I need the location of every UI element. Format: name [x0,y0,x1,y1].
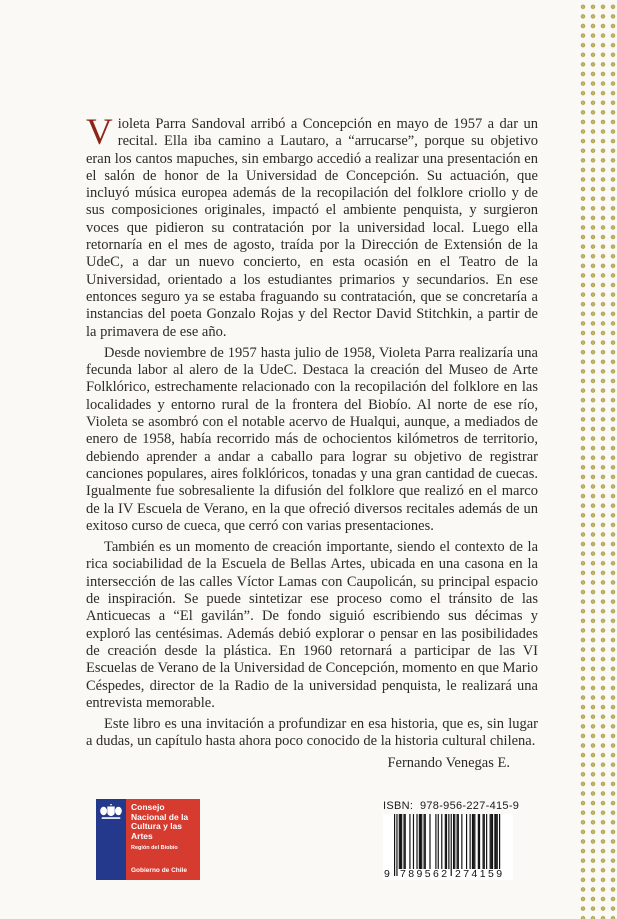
logo-red-panel [126,799,200,880]
paragraph-2: Desde noviembre de 1957 hasta julio de 1958, Violeta Parra realizaría una fecunda labor al alero de la UdeC. Destaca la creación del Museo de Arte Folklórico, estrechamente relacionado con la recopilación del folklore en las localidades y entorno rural de la frontera del Biobío. Al norte de ese río, Violeta se asombró con el notable acervo de Hualqui, aunque, a mediados de enero de 1958, había recorrido más de ochocientos kilómetros de territorio, debiendo aprender a andar a caballo para lograr su objetivo de registrar canciones populares, aires folklóricos, tonadas y una gran cantidad de cuecas. Igualmente fue sobresaliente la difusión del folklore que realizó en el marco de la IV Escuela de Verano, en la que ofreció diversos recitales además de un exitoso curso de cueca, que cerró con varias presentaciones. [86,344,538,534]
author-signature: Fernando Venegas E. [387,754,510,771]
paragraph-1-text: ioleta Parra Sandoval arribó a Concepción en mayo de 1957 a dar un recital. Ella iba camino a Lautaro, a “arrucarse”, porque su objetivo eran los cantos mapuches, sin embargo accedió a realizar una presentación en el salón de honor de la Universidad de Concepción. Su actuación, que incluyó música europea además de la recopilación del folklore criollo y de sus composiciones originales, impactó el ambiente penquista, y surgieron voces que pidieron su contratación por la universidad local. Luego ella retornaría en el mes de agosto, traída por la Dirección de Extensión de la UdeC, a dar un nuevo concierto, en esta ocasión en el Teatro de la Universidad, orientado a los estudiantes primarios y secundarios. En ese entonces seguro ya se estaba fraguando su contratación, que se concretaría a instancias del poeta Gonzalo Rojas y del Rector David Stitchkin, a partir de la primavera de ese año. [86,116,538,340]
logo-government-label: Gobierno de Chile [131,867,187,874]
back-cover-text [86,112,538,776]
culture-council-logo [96,799,200,880]
barcode-digit-first: 9 [384,868,390,880]
barcode-digits-left: 789562 [400,868,450,880]
isbn-label: ISBN: 978-956-227-415-9 [383,800,520,812]
ean13-barcode [383,814,513,880]
paragraph-4: Este libro es una invitación a profundizar en esa historia, que es, sin lugar a dudas, un capítulo hasta ahora poco conocido de la historia cultural chilena. [86,716,538,750]
isbn-block [383,800,520,880]
chile-coat-of-arms-icon [99,803,123,826]
barcode-digits-right: 274159 [455,868,505,880]
logo-region-label: Región del Biobío [131,845,178,851]
logo-blue-panel [96,799,126,880]
paragraph-3: También es un momento de creación importante, siendo el contexto de la rica sociabilidad de la Escuela de Bellas Artes, ubicada en una casona en la intersección de las calles Víctor Lamas con Caupolicán, su principal espacio de inspiración. Se puede sintetizar ese proceso como el tránsito de las Anticuecas a “El gavilán”. De fondo siguió escribiendo sus décimas y exploró las centésimas. Además debió explorar o pensar en las posibilidades de creación desde la plástica. En 1960 retornará a participar de las VI Escuelas de Verano de la Universidad de Concepción, momento en que Mario Céspedes, director de la Radio de la universidad penquista, le realizará una entrevista memorable. [86,539,538,711]
drop-cap-letter: V [86,112,113,153]
dot-pattern [578,0,617,919]
logo-org-name: Consejo Nacional de la Cultura y las Artes [131,802,189,841]
paragraph-1 [86,112,538,341]
